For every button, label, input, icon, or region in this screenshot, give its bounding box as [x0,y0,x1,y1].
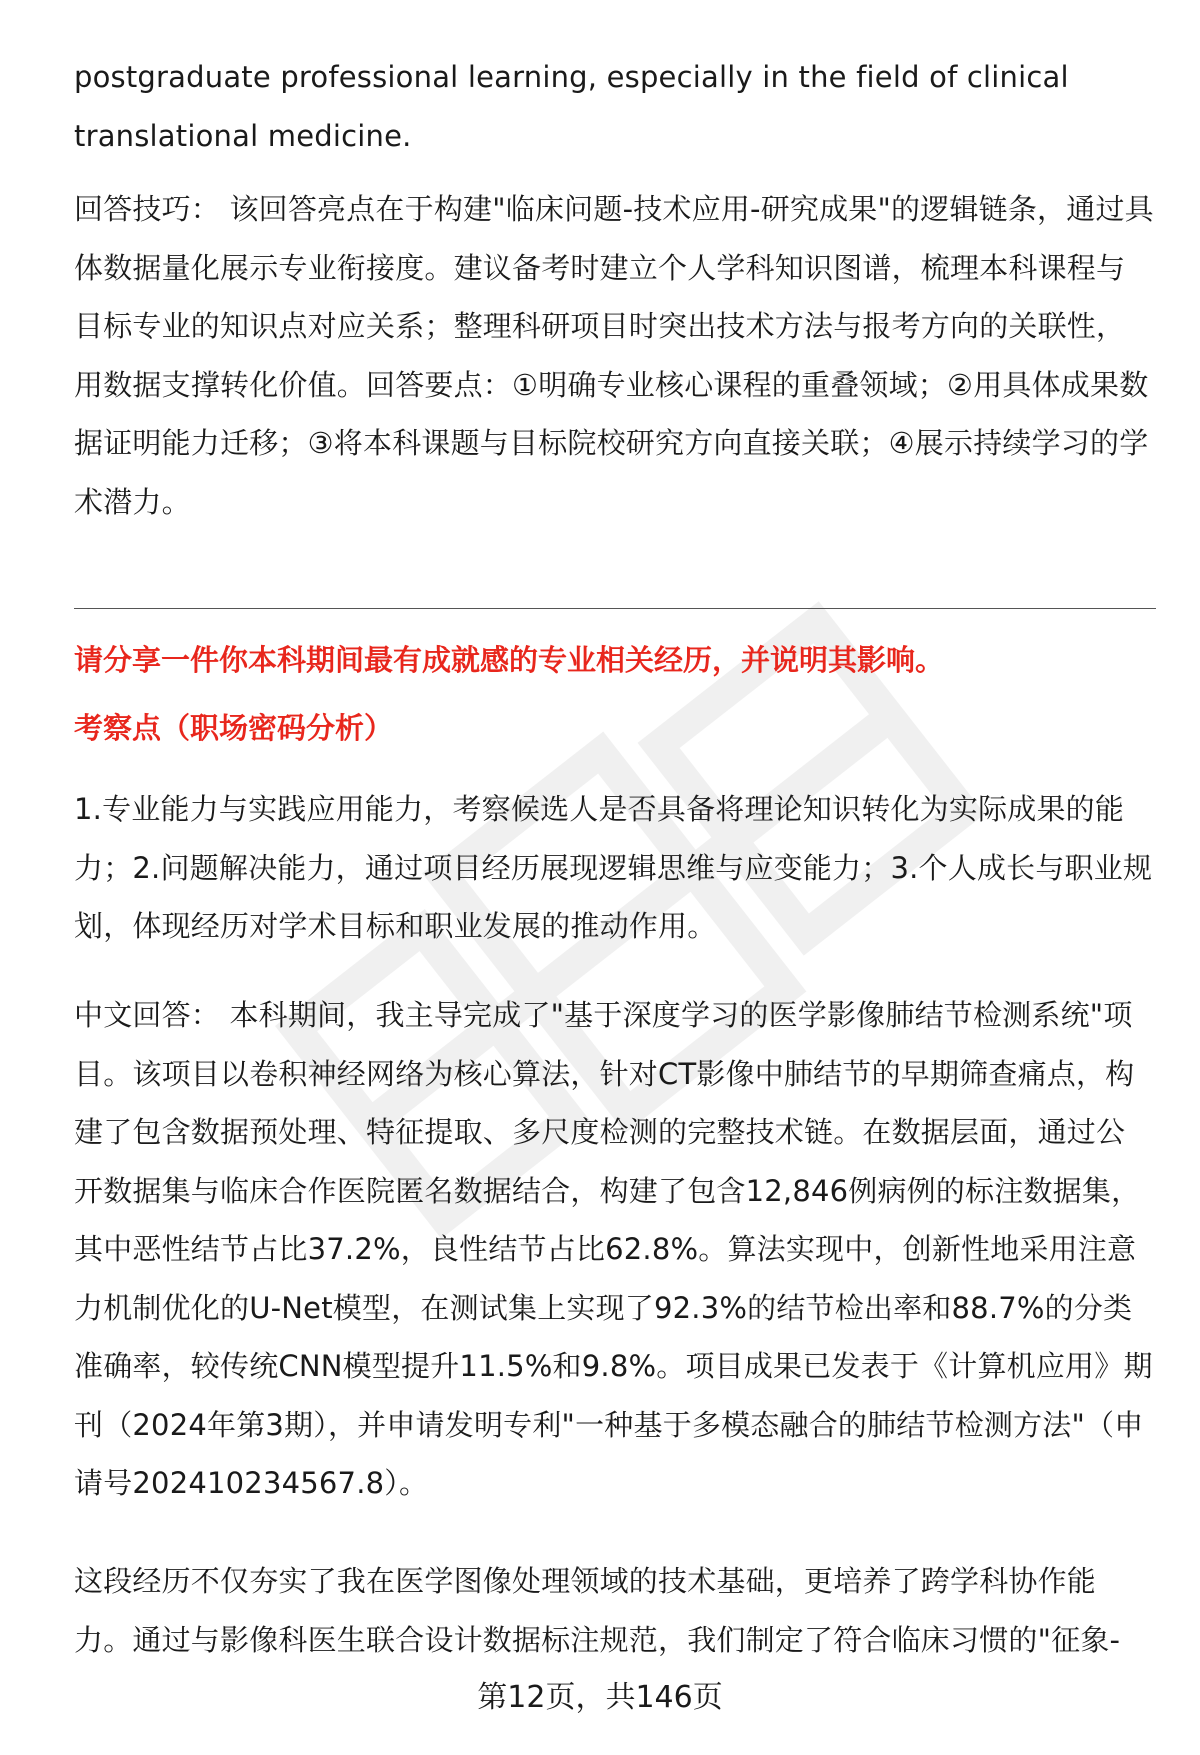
assessment-points-paragraph: 1.专业能力与实践应用能力，考察候选人是否具备将理论知识转化为实际成果的能力；2.问题解决能力，通过项目经历展现逻辑思维与应变能力；3.个人成长与职业规划，体现经历对学术目标和职业发展的推动作用。 [74,792,1153,943]
answer-tips-paragraph [74,180,1154,531]
impact-paragraph: 这段经历不仅夯实了我在医学图像处理领域的技术基础，更培养了跨学科协作能力。通过与影像科医生联合设计数据标注规范，我们制定了符合临床习惯的"征象- [74,1564,1121,1657]
assessment-points-heading: 考察点（职场密码分析） [74,711,394,745]
chinese-answer-label: 中文回答： [74,998,221,1032]
section-divider [74,608,1156,609]
chinese-answer-text: 本科期间，我主导完成了"基于深度学习的医学影像肺结节检测系统"项目。该项目以卷积神经网络为核心算法，针对CT影像中肺结节的早期筛查痛点，构建了包含数据预处理、特征提取、多尺度检测的完整技术链。在数据层面，通过公开数据集与临床合作医院匿名数据结合，构建了包含12,846例病例的标注数据集，其中恶性结节占比37.2%，良性结节占比62.8%。算法实现中，创新性地采用注意力机制优化的U-Net模型，在测试集上实现了92.3%的结节检出率和88.7%的分类准确率，较传统CNN模型提升11.5%和9.8%。项目成果已发表于《计算机应用》期刊（2024年第3期），并申请发明专利"一种基于多模态融合的肺结节检测方法"（申请号202410234567.8）。 [74,998,1153,1500]
answer-tips-text: 该回答亮点在于构建"临床问题-技术应用-研究成果"的逻辑链条，通过具体数据量化展示专业衔接度。建议备考时建立个人学科知识图谱，梳理本科课程与目标专业的知识点对应关系；整理科研项目时突出技术方法与报考方向的关联性，用数据支撑转化价值。回答要点：①明确专业核心课程的重叠领域；②用具体成果数据证明能力迁移；③将本科课题与目标院校研究方向直接关联；④展示持续学习的学术潜力。 [74,192,1154,519]
chinese-answer-paragraph [74,986,1154,1513]
intro-english-paragraph: postgraduate professional learning, especially in the field of clinical translational medicine. [74,60,1069,153]
interview-question-heading: 请分享一件你本科期间最有成就感的专业相关经历，并说明其影响。 [74,643,945,677]
page-number-footer: 第12页，共146页 [477,1680,723,1715]
answer-tips-label: 回答技巧： [74,192,221,226]
